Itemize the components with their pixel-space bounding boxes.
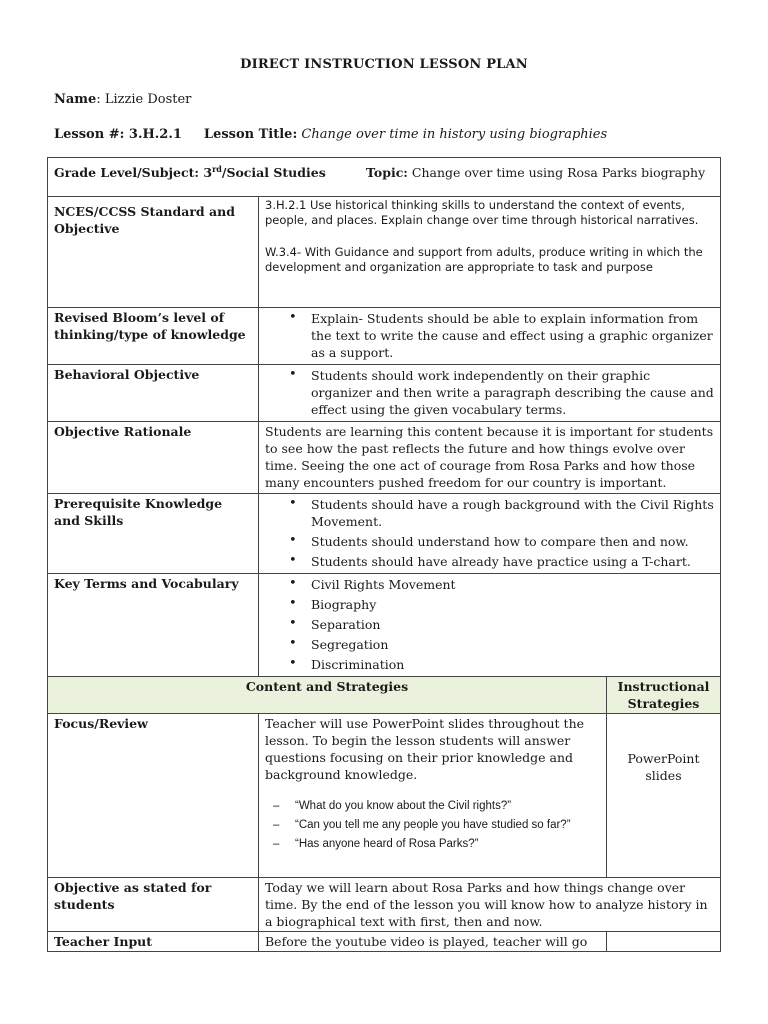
bloom-item: • Explain- Students should be able to explain information from the text to write the cause and effect using a graphic organizer as a support. bbox=[311, 309, 714, 363]
focus-label: Focus/Review bbox=[48, 714, 259, 878]
focus-question: – “Can you tell me any people you have studied so far?” bbox=[295, 816, 600, 835]
standard-p1: 3.H.2.1 Use historical thinking skills to understand the context of events, people, and places. Explain change over time through historical narratives. bbox=[265, 198, 699, 227]
objective-students-text: Today we will learn about Rosa Parks and how things change over time. By the end of the lesson you will know how to analyze history in a biographical text with first, then and now. bbox=[259, 878, 721, 932]
standard-row bbox=[48, 197, 721, 308]
lesson-line bbox=[54, 127, 607, 142]
vocab-label: Key Terms and Vocabulary bbox=[48, 574, 259, 677]
lesson-title-value: Change over time in history using biographies bbox=[301, 127, 608, 142]
rationale-label: Objective Rationale bbox=[48, 422, 259, 494]
content-strategies-header: Content and Strategies bbox=[48, 677, 607, 714]
standard-label: NCES/CCSS Standard and Objective bbox=[48, 197, 259, 308]
behavioral-content bbox=[259, 365, 721, 422]
grade-row bbox=[48, 158, 721, 197]
grade-level-subject: Grade Level/Subject: 3rd/Social Studies bbox=[54, 163, 326, 180]
focus-strategy: PowerPoint slides bbox=[607, 714, 721, 878]
topic-value: Change over time using Rosa Parks biography bbox=[411, 165, 706, 180]
objective-students-row bbox=[48, 878, 721, 932]
focus-content bbox=[259, 714, 607, 878]
prereq-row bbox=[48, 494, 721, 574]
behavioral-row bbox=[48, 365, 721, 422]
teacher-input-text: Before the youtube video is played, teacher will go bbox=[259, 932, 607, 952]
topic-label: Topic: bbox=[366, 165, 408, 180]
lesson-number: Lesson #: 3.H.2.1 bbox=[54, 127, 182, 142]
lesson-plan-table bbox=[47, 157, 721, 952]
name-value: : Lizzie Doster bbox=[96, 92, 192, 107]
focus-question: – “What do you know about the Civil rights?” bbox=[295, 797, 600, 816]
vocab-item: • Segregation bbox=[311, 635, 714, 655]
standard-p2: W.3.4- With Guidance and support from adults, produce writing in which the development and organization are appropriate to task and purpose bbox=[265, 245, 703, 274]
vocab-item: • Separation bbox=[311, 615, 714, 635]
prereq-content bbox=[259, 494, 721, 574]
section-header-row bbox=[48, 677, 721, 714]
prereq-item: • Students should have already have practice using a T-chart. bbox=[311, 552, 714, 572]
vocab-row bbox=[48, 574, 721, 677]
focus-question: – “Has anyone heard of Rosa Parks?” bbox=[295, 835, 600, 854]
teacher-input-strategy bbox=[607, 932, 721, 952]
vocab-item: • Biography bbox=[311, 595, 714, 615]
bloom-row bbox=[48, 308, 721, 365]
focus-text: Teacher will use PowerPoint slides throughout the lesson. To begin the lesson students will answer questions focusing on their prior knowledge and background knowledge. bbox=[265, 716, 585, 782]
bloom-label: Revised Bloom’s level of thinking/type of knowledge bbox=[48, 308, 259, 365]
grade-cell bbox=[48, 158, 721, 197]
rationale-text: Students are learning this content because it is important for students to see how the past reflects the future and how things evolve over time. Seeing the one act of courage from Rosa Parks and how those many encounters pushed freedom for our country is important. bbox=[259, 422, 721, 494]
teacher-input-row bbox=[48, 932, 721, 952]
behavioral-label: Behavioral Objective bbox=[48, 365, 259, 422]
name-line bbox=[54, 92, 191, 107]
prereq-item: • Students should have a rough background with the Civil Rights Movement. bbox=[311, 495, 714, 532]
focus-row bbox=[48, 714, 721, 878]
behavioral-item: • Students should work independently on their graphic organizer and then write a paragraph describing the cause and effect using the given vocabulary terms. bbox=[311, 366, 714, 420]
vocab-item: • Discrimination bbox=[311, 655, 714, 675]
vocab-item: • Civil Rights Movement bbox=[311, 575, 714, 595]
vocab-content bbox=[259, 574, 721, 677]
lesson-title-label: Lesson Title: bbox=[203, 127, 298, 142]
objective-students-label: Objective as stated for students bbox=[48, 878, 259, 932]
rationale-row bbox=[48, 422, 721, 494]
teacher-input-label: Teacher Input bbox=[48, 932, 259, 952]
standard-content bbox=[259, 197, 721, 308]
name-label: Name bbox=[54, 92, 97, 107]
prereq-item: • Students should understand how to compare then and now. bbox=[311, 532, 714, 552]
instructional-strategies-header: Instructional Strategies bbox=[607, 677, 721, 714]
prereq-label: Prerequisite Knowledge and Skills bbox=[48, 494, 259, 574]
bloom-content bbox=[259, 308, 721, 365]
document-title: DIRECT INSTRUCTION LESSON PLAN bbox=[240, 57, 528, 72]
